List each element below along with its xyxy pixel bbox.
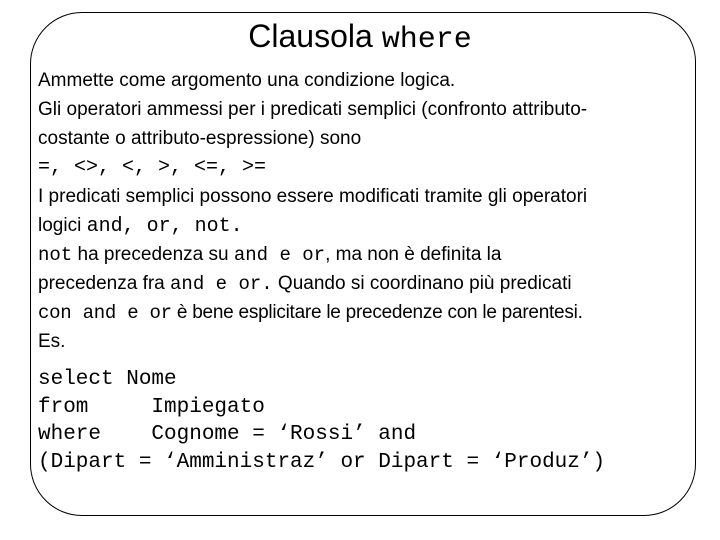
precedenza-fra-text: precedenza fra bbox=[38, 273, 171, 294]
precedence-text-2: , ma non è definita la bbox=[325, 244, 502, 265]
slide-body bbox=[38, 66, 700, 356]
body-line-6 bbox=[38, 211, 700, 240]
not-keyword: not bbox=[38, 244, 73, 266]
body-line-9 bbox=[38, 298, 700, 327]
coordinano-text: Quando si coordinano più predicati bbox=[272, 273, 572, 294]
body-line-2: Gli operatori ammessi per i predicati semplici (confronto attributo- bbox=[38, 99, 588, 120]
and-or-keywords: and e or bbox=[233, 244, 326, 266]
body-line-1: Ammette come argomento una condizione logica. bbox=[38, 70, 456, 91]
sql-line-select: select Nome bbox=[38, 368, 177, 391]
sql-example bbox=[38, 366, 605, 476]
slide-title bbox=[0, 16, 720, 60]
logic-operators: and, or, not. bbox=[86, 215, 243, 238]
con-text: con bbox=[38, 302, 83, 324]
parentesi-text: è bene esplicitare le precedenze con le parentesi. bbox=[171, 302, 583, 323]
sql-line-from: from Impiegato bbox=[38, 395, 265, 419]
and-or-keywords-3: and e or bbox=[82, 302, 172, 324]
body-line-5: I predicati semplici possono essere modificati tramite gli operatori bbox=[38, 186, 588, 207]
body-line-3: costante o attributo-espressione) sono bbox=[38, 128, 362, 149]
title-code: where bbox=[381, 23, 472, 57]
example-label: Es. bbox=[38, 331, 66, 352]
sql-line-where: where Cognome = ‘Rossi’ and bbox=[38, 423, 417, 446]
and-or-keywords-2: and e or. bbox=[170, 273, 273, 295]
operators-line: =, <>, <, >, <=, >= bbox=[38, 156, 267, 179]
sql-line-condition: (Dipart = ‘Amministraz’ or Dipart = ‘Produz’) bbox=[38, 450, 606, 474]
logici-label: logici bbox=[38, 215, 87, 236]
body-line-8 bbox=[38, 269, 700, 298]
precedence-text: ha precedenza su bbox=[72, 244, 234, 265]
body-line-7 bbox=[38, 240, 700, 269]
title-text: Clausola bbox=[248, 18, 373, 54]
